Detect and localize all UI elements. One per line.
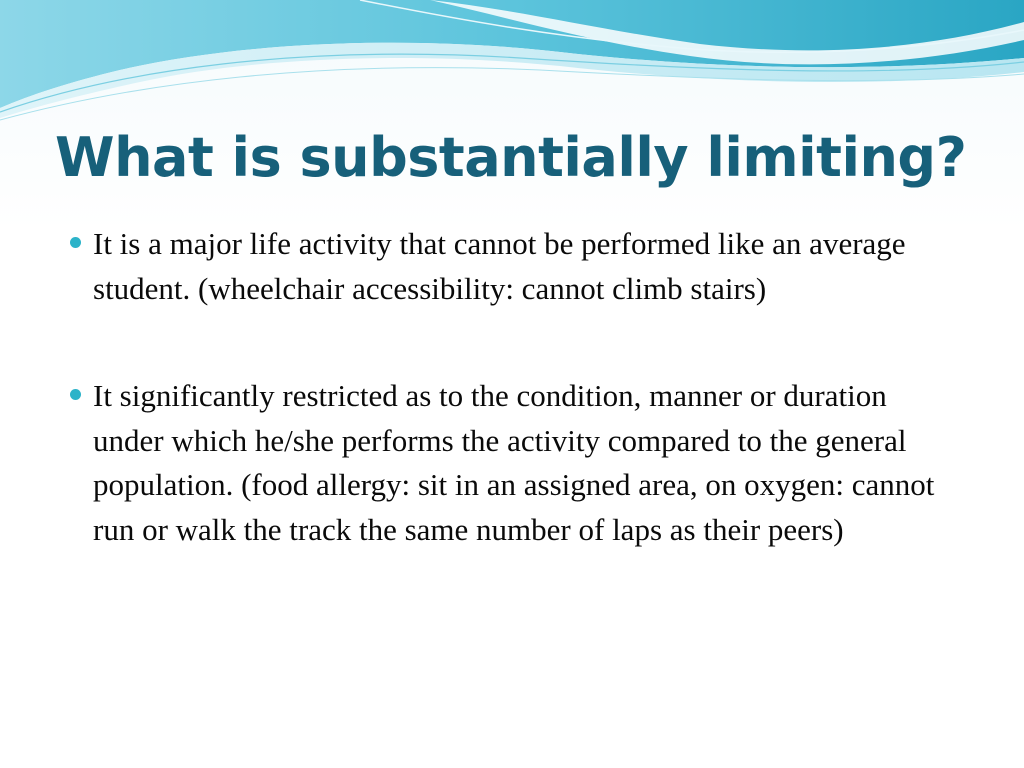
bullet-item (62, 374, 962, 552)
bullet-dot-icon (70, 389, 81, 400)
bullet-list (62, 222, 962, 552)
bullet-dot-icon (70, 237, 81, 248)
bullet-text: It is a major life activity that cannot be performed like an average student. (wheelchair accessibility: cannot climb stairs) (93, 226, 906, 306)
bullet-item (62, 222, 962, 311)
header-wave-decoration (0, 0, 1024, 130)
bullet-text: It significantly restricted as to the condition, manner or duration under which he/she performs the activity compared to the general population. (food allergy: sit in an assigned area, on oxygen: cannot run or walk the track the same number of laps as their peers) (93, 378, 935, 547)
slide-title: What is substantially limiting? (55, 126, 967, 189)
